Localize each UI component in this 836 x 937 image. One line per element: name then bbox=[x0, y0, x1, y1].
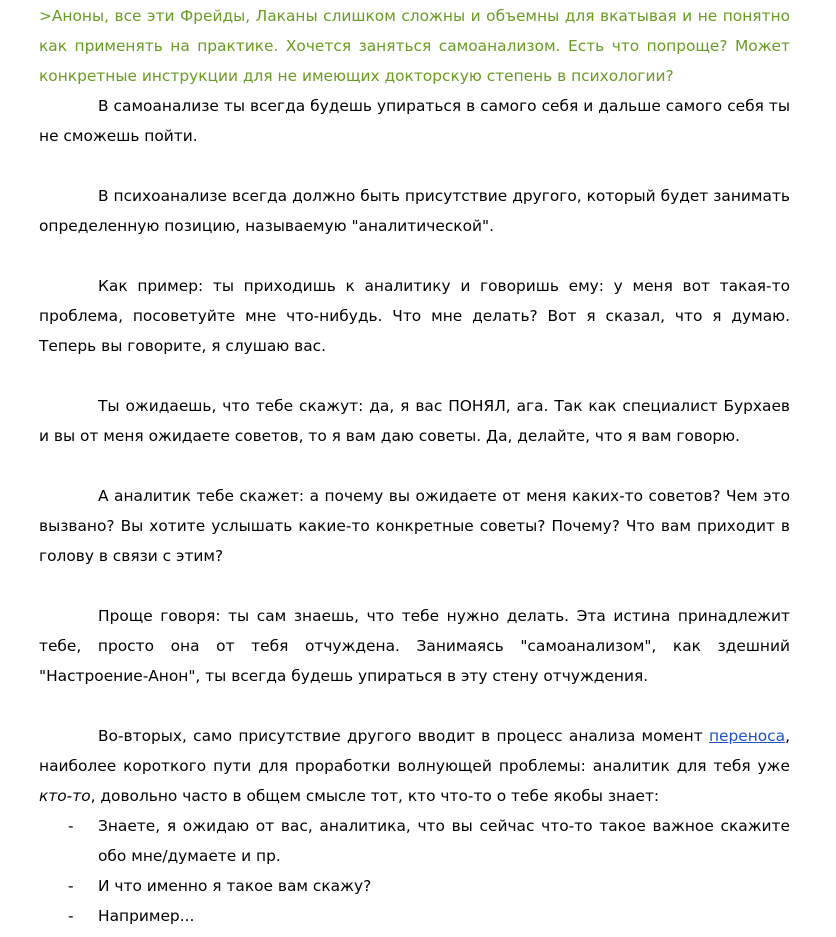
blank-line bbox=[39, 361, 790, 391]
list-marker: - bbox=[68, 877, 74, 895]
blank-line bbox=[39, 571, 790, 601]
list-item bbox=[39, 811, 790, 871]
transference-text-after-link: , наиболее короткого пути для проработки волнующей проблемы: аналитик для тебя уже bbox=[39, 727, 790, 775]
paragraph-self-analysis: В самоанализе ты всегда будешь упираться в самого себя и дальше самого себя ты не сможешь пойти. bbox=[39, 97, 790, 145]
transference-text-before-link: Во-вторых, само присутствие другого вводит в процесс анализа момент bbox=[98, 727, 709, 745]
transference-link[interactable]: переноса bbox=[708, 727, 786, 745]
blank-line bbox=[39, 691, 790, 721]
list-marker: - bbox=[68, 907, 74, 925]
list-item bbox=[39, 901, 790, 931]
list-item-text: И что именно я такое вам скажу? bbox=[98, 877, 372, 895]
paragraph-simply-put: Проще говоря: ты сам знаешь, что тебе нужно делать. Эта истина принадлежит тебе, просто она от тебя отчуждена. Занимаясь "самоанализом", как здешний "Настроение-Анон", ты всегда будешь упираться в эту стену отчуждения. bbox=[39, 607, 790, 685]
list-item bbox=[39, 871, 790, 901]
paragraph-transference bbox=[39, 721, 790, 811]
transference-italic-text: кто-то bbox=[39, 787, 91, 805]
list-marker: - bbox=[68, 817, 74, 835]
list-item-text: Например... bbox=[98, 907, 195, 925]
dialogue-list bbox=[39, 811, 790, 931]
list-item-text: Знаете, я ожидаю от вас, аналитика, что вы сейчас что-то такое важное скажите обо мне/думаете и пр. bbox=[98, 817, 790, 865]
paragraph-expectation: Ты ожидаешь, что тебе скажут: да, я вас ПОНЯЛ, ага. Так как специалист Бурхаев и вы от меня ожидаете советов, то я вам даю советы. Да, делайте, что я вам говорю. bbox=[39, 397, 790, 445]
blank-line bbox=[39, 451, 790, 481]
blank-line bbox=[39, 241, 790, 271]
paragraph-presence-of-other: В психоанализе всегда должно быть присутствие другого, который будет занимать определенную позицию, называемую "аналитической". bbox=[39, 187, 790, 235]
paragraph-example: Как пример: ты приходишь к аналитику и говоришь ему: у меня вот такая-то проблема, посоветуйте мне что-нибудь. Что мне делать? Вот я сказал, что я думаю. Теперь вы говорите, я слушаю вас. bbox=[39, 277, 790, 355]
greentext-quote: >Аноны, все эти Фрейды, Лаканы слишком сложны и объемны для вкатывая и не понятно как применять на практике. Хочется заняться самоанализом. Есть что попроще? Может конкретные инструкции для не имеющих докторскую степень в психологии? bbox=[39, 7, 790, 85]
blank-line bbox=[39, 151, 790, 181]
paragraph-analyst-response: А аналитик тебе скажет: а почему вы ожидаете от меня каких-то советов? Чем это вызвано? Вы хотите услышать какие-то конкретные советы? Почему? Что вам приходит в голову в связи с этим? bbox=[39, 487, 790, 565]
transference-text-end: , довольно часто в общем смысле тот, кто что-то о тебе якобы знает: bbox=[90, 787, 660, 805]
